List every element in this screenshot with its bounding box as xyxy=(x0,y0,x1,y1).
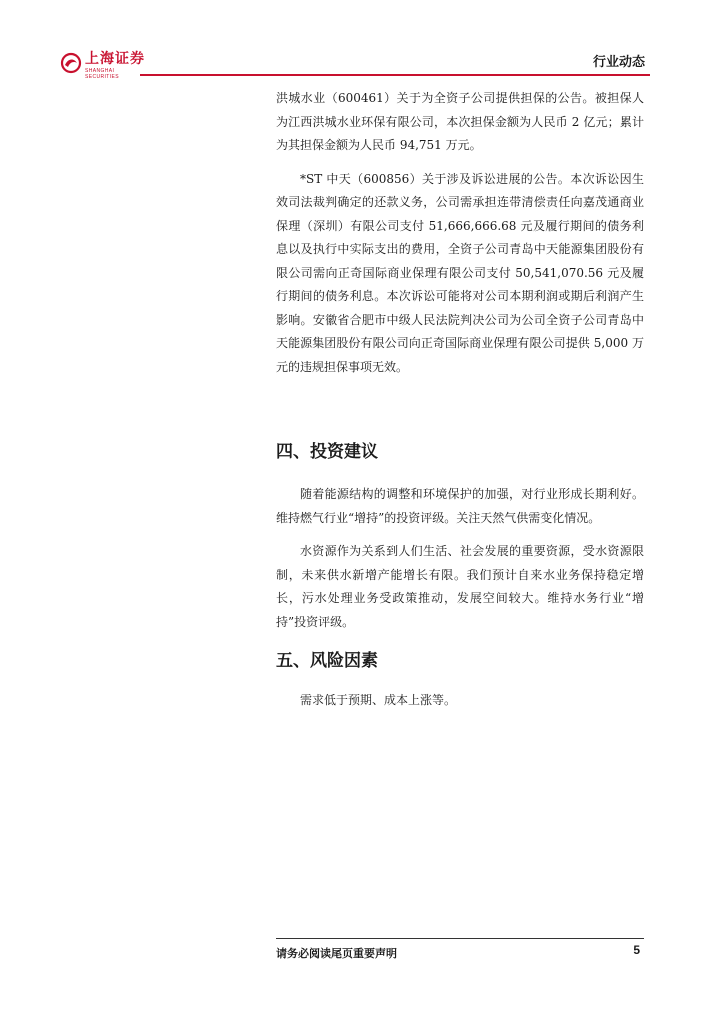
page-header xyxy=(60,48,650,78)
logo-subtext: SHANGHAI SECURITIES xyxy=(85,68,120,80)
section-heading-investment: 四、投资建议 xyxy=(276,442,378,462)
announcement-paragraph: *ST 中天（600856）关于涉及诉讼进展的公告。本次诉讼因生效司法裁判确定的还款义务，公司需承担连带清偿责任向嘉茂通商业保理（深圳）有限公司支付 51,666,666.68 元及履行期间的债务利息以及执行中实际支出的费用，全资子公司青岛中天能源集团股份有限公司需向正奇国际商业保理有限公司支付 50,541,070.56 元及履行期间的债务利息。本次诉讼可能将对公司本期利润或期后利润产生影响。安徽省合肥市中级人民法院判决公司为公司全资子公司青岛中天能源集团股份有限公司向正奇国际商业保理有限公司提供 5,000 万元的违规担保事项无效。 xyxy=(276,171,644,374)
header-divider xyxy=(140,74,650,76)
announcement-paragraph: 洪城水业（600461）关于为全资子公司提供担保的公告。被担保人为江西洪城水业环保有限公司，本次担保金额为人民币 2 亿元；累计为其担保金额为人民币 94,751 万元。 xyxy=(276,91,644,152)
company-logo xyxy=(60,48,150,78)
risk-factors-block xyxy=(276,689,644,713)
disclaimer-note: 请务必阅读尾页重要声明 xyxy=(276,947,397,960)
footer-divider xyxy=(276,938,644,939)
investment-advice-block xyxy=(276,483,644,634)
section-heading-risk: 五、风险因素 xyxy=(276,651,378,671)
announcements-block xyxy=(276,87,644,379)
logo-emblem-icon xyxy=(60,52,82,74)
body-paragraph: 需求低于预期、成本上涨等。 xyxy=(300,693,457,707)
page-footer xyxy=(276,938,644,961)
header-section-title: 行业动态 xyxy=(592,55,645,70)
body-paragraph: 水资源作为关系到人们生活、社会发展的重要资源，受水资源限制，未来供水新增产能增长有限。我们预计自来水业务保持稳定增长，污水处理业务受政策推动，发展空间较大。维持水务行业“增持”投资评级。 xyxy=(276,544,644,629)
logo-text: 上海证券 xyxy=(85,51,145,67)
body-paragraph: 随着能源结构的调整和环境保护的加强，对行业形成长期利好。维持燃气行业“增持”的投资评级。关注天然气供需变化情况。 xyxy=(276,487,644,525)
page-number: 5 xyxy=(633,943,640,957)
